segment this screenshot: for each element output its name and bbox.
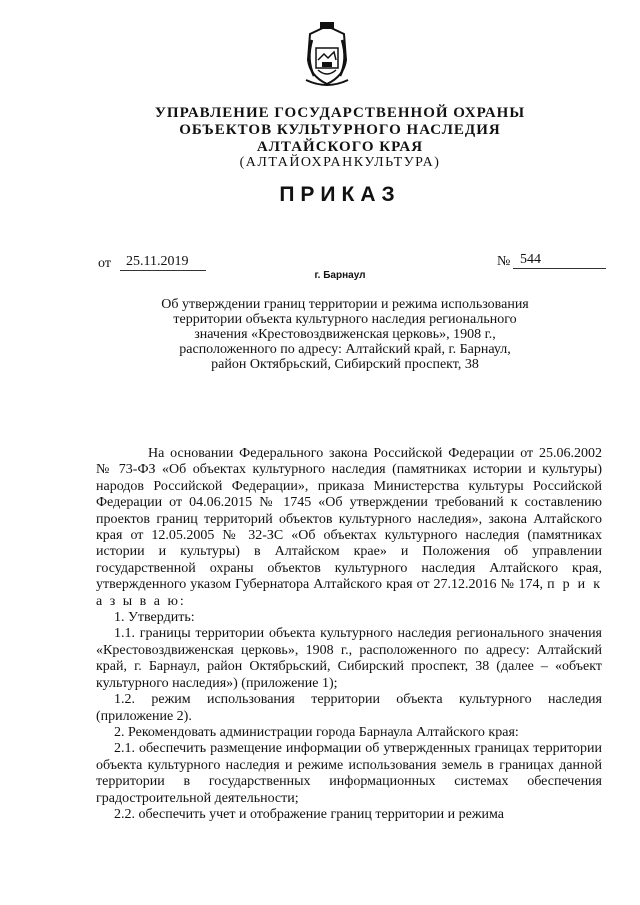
coat-of-arms-emblem bbox=[300, 20, 354, 90]
item-1: 1. Утвердить: bbox=[114, 610, 195, 626]
city-name: г. Барнаул bbox=[314, 270, 366, 281]
order-verb: п р и к а з ы в а ю: bbox=[96, 577, 602, 609]
order-number: 544 bbox=[513, 252, 606, 269]
item-2-1: 2.1. обеспечить размещение информации об утвержденных границах территории объекта культурного наследия и режиме использования земель в границах данной территории в государственных информационных системах обеспечения градостроительной деятельности; bbox=[96, 741, 602, 806]
item-2: 2. Рекомендовать администрации города Барнаула Алтайского края: bbox=[114, 724, 519, 740]
date-label: от bbox=[98, 256, 111, 271]
order-date: 25.11.2019 bbox=[120, 254, 206, 271]
subject-line: Об утверждении границ территории и режима использования bbox=[161, 297, 529, 312]
item-2-2: 2.2. обеспечить учет и отображение границ территории и режима bbox=[114, 806, 504, 822]
org-name-line2: ОБЪЕКТОВ КУЛЬТУРНОГО НАСЛЕДИЯ bbox=[179, 122, 501, 138]
order-body bbox=[96, 446, 602, 823]
subject-line: территории объекта культурного наследия регионального bbox=[173, 312, 517, 327]
item-1-1: 1.1. границы территории объекта культурного наследия регионального значения «Крестовоздвиженская церковь», 1908 г., расположенного по адресу: Алтайский край, г. Барнаул, район Октябрьский, Сибирский проспект, 38 (далее – «объект культурного наследия») (приложение 1); bbox=[96, 626, 602, 691]
document-type-title: ПРИКАЗ bbox=[279, 183, 401, 206]
subject-line: расположенного по адресу: Алтайский край, г. Барнаул, bbox=[179, 342, 511, 357]
preamble-paragraph bbox=[96, 446, 602, 610]
org-name-line1: УПРАВЛЕНИЕ ГОСУДАРСТВЕННОЙ ОХРАНЫ bbox=[154, 105, 526, 121]
number-label: № bbox=[497, 254, 511, 269]
org-short-name: (АЛТАЙОХРАНКУЛЬТУРА) bbox=[239, 155, 441, 170]
org-name-line3: АЛТАЙСКОГО КРАЯ bbox=[256, 139, 424, 155]
subject-line: район Октябрьский, Сибирский проспект, 38 bbox=[211, 357, 479, 372]
subject-line: значения «Крестовоздвиженская церковь», 1908 г., bbox=[194, 327, 496, 342]
order-subject bbox=[130, 297, 560, 372]
preamble-text: На основании Федерального закона Российской Федерации от 25.06.2002 № 73-ФЗ «Об объектах культурного наследия (памятниках истории и культуры) народов Российской Федерации», приказа Министерства культуры Российской Федерации от 04.06.2015 № 1745 «Об утверждении требований к составлению проектов границ территорий объектов культурного наследия», закона Алтайского края от 12.05.2005 № 32-ЗС «Об объектах культурного наследия (памятниках истории и культуры) в Алтайском крае» и Положения об управлении государственной охраны объектов культурного наследия Алтайского края, утвержденного указом Губернатора Алтайского края от 27.12.2016 № 174, bbox=[96, 446, 602, 593]
item-1-2: 1.2. режим использования территории объекта культурного наследия (приложение 2). bbox=[96, 692, 602, 724]
